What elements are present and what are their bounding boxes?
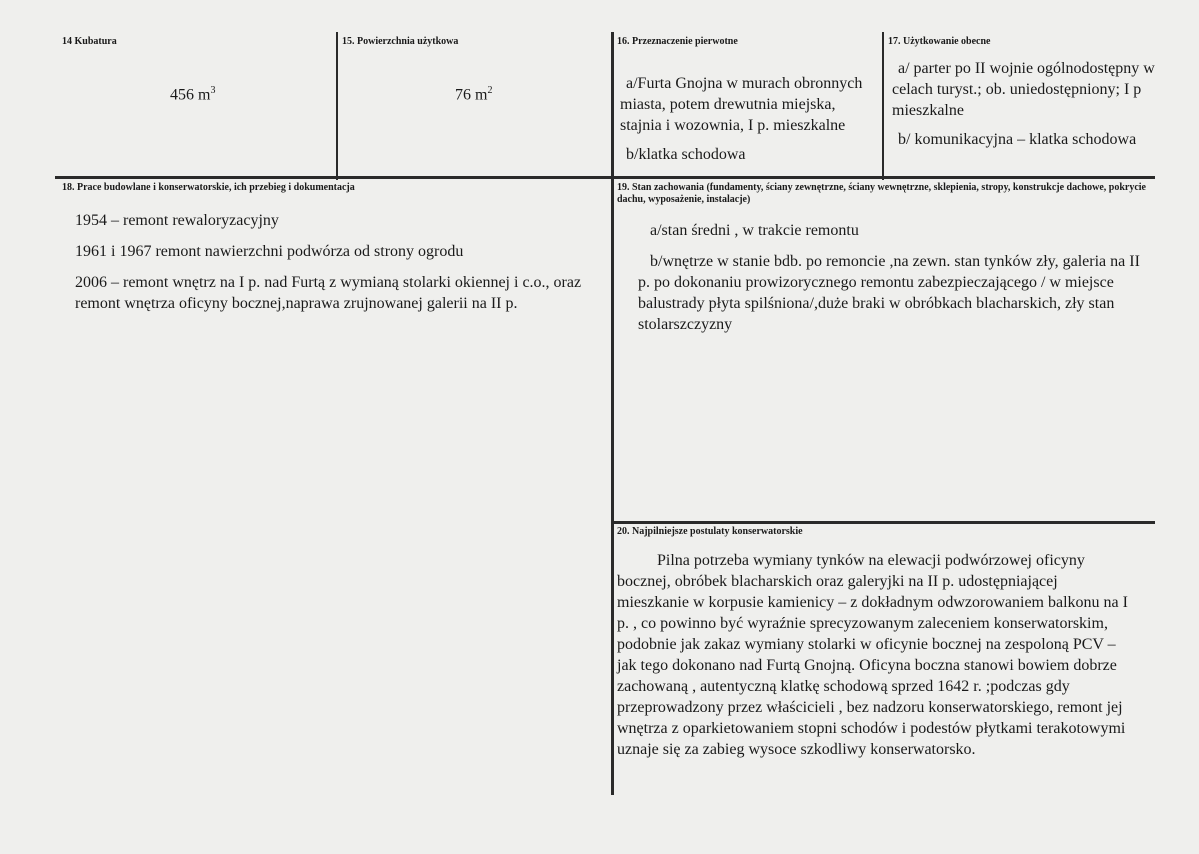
divider xyxy=(611,32,614,795)
field-20-value: Pilna potrzeba wymiany tynków na elewacji podwórzowej oficyny bocznej, obróbek blacharskich oraz galeryjki na II p. udostępniającej mieszkanie w korpusie kamienicy – z dokładnym odwzorowaniem balkonu na I p. , co powinno być wyraźnie sprecyzowanym zaleceniem konserwatorskim, podobnie jak zakaz wymiany stolarki w oficynie bocznej na zespoloną PCV – jak tego dokonano nad Furtą Gnojną. Oficyna boczna stanowi bowiem dobrze zachowaną , autentyczną klatkę schodową sprzed 1642 r. ;podczas gdy przeprowadzony przez właścicieli , bez nadzoru konserwatorskiego, remont jej wnętrza z oparkietowaniem stopni schodów i podestów płytkami terakotowymi uznaje się za zabieg wysoce szkodliwy konserwatorsko. xyxy=(617,552,1128,758)
field-19-value: a/stan średni , w trakcie remontu b/wnętrze w stanie bdb. po remoncie ,na zewn. stan tynków zły, galeria na II p. po dokonaniu prowizorycznego remontu zabezpieczającego / w miejsce balustrady płyta spilśniona/,duże braki w obróbkach blacharskich, zły stan stolarszczyzny xyxy=(638,222,1140,333)
field-17-value: a/ parter po II wojnie ogólnodostępny w celach turyst.; ob. uniedostępniony; I p mieszkalne b/ komunikacyjna – klatka schodowa xyxy=(892,60,1155,148)
field-17-label: 17. Użytkowanie obecne xyxy=(888,36,991,47)
divider xyxy=(612,521,1155,524)
field-16-label: 16. Przeznaczenie pierwotne xyxy=(617,36,738,47)
field-16-value: a/Furta Gnojna w murach obronnych miasta, potem drewutnia miejska, stajnia i wozownia, I p. mieszkalne b/klatka schodowa xyxy=(620,75,863,163)
field-14-value: 456 $m^3$ xyxy=(170,85,216,104)
divider xyxy=(55,176,1155,179)
divider xyxy=(336,32,338,180)
field-15-value: 76 $m^2$ xyxy=(455,85,493,104)
field-18-label: 18. Prace budowlane i konserwatorskie, ich przebieg i dokumentacja xyxy=(62,182,355,193)
field-18-value: 1954 – remont rewaloryzacyjny 1961 i 1967 remont nawierzchni podwórza od strony ogrodu 2006 – remont wnętrz na I p. nad Furtą z wymianą stolarki okiennej i c.o., oraz remont wnętrza oficyny bocznej,naprawa zrujnowanej galerii na II p. xyxy=(75,212,582,312)
field-14-label: 14 Kubatura xyxy=(62,36,117,47)
divider xyxy=(882,32,884,180)
field-20-label: 20. Najpilniejsze postulaty konserwatorskie xyxy=(617,526,803,537)
field-19-label: 19. Stan zachowania (fundamenty, ściany zewnętrzne, ściany wewnętrzne, sklepienia, stropy, konstrukcje dachowe, pokrycie dachu, wyposażenie, instalacje) xyxy=(617,182,1146,205)
field-15-label: 15. Powierzchnia użytkowa xyxy=(342,36,459,47)
